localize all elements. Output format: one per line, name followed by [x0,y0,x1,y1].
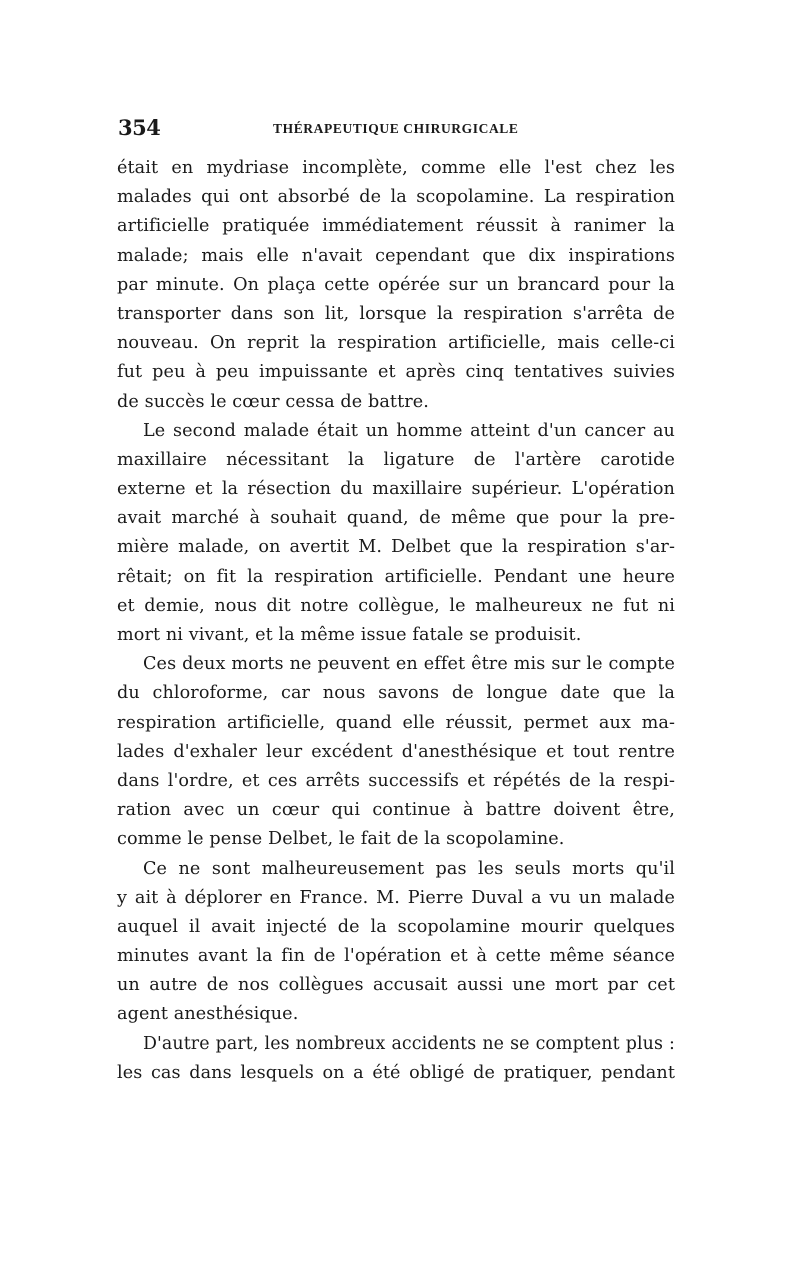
text-line: fut peu à peu impuissante et après cinq tentatives suivies [117,362,675,383]
page-header [118,116,673,140]
text-line: Ces deux morts ne peuvent en effet être mis sur le compte [143,654,675,675]
text-line: malade; mais elle n'avait cependant que dix inspirations [117,245,675,266]
text-line: et demie, nous dit notre collègue, le malheureux ne fut ni [117,595,675,616]
text-line: transporter dans son lit, lorsque la respiration s'arrêta de [117,303,675,324]
text-line: de succès le cœur cessa de battre. [117,391,429,412]
text-line: était en mydriase incomplète, comme elle l'est chez les [117,158,675,178]
text-line: les cas dans lesquels on a été obligé de pratiquer, pendant [117,1062,675,1083]
text-line: mière malade, on avertit M. Delbet que la respiration s'ar- [117,537,675,558]
text-line: maxillaire nécessitant la ligature de l'artère carotide [117,449,675,470]
text-line: Le second malade était un homme atteint d'un cancer au [143,420,675,441]
text-line: comme le pense Delbet, le fait de la scopolamine. [117,829,565,850]
body-text [117,154,675,1088]
text-line: lades d'exhaler leur excédent d'anesthésique et tout rentre [117,741,675,762]
running-title: THÉRAPEUTIQUE CHIRURGICALE [273,121,519,136]
text-line: y ait à déplorer en France. M. Pierre Duval a vu un malade [117,887,675,908]
text-line: malades qui ont absorbé de la scopolamine. La respiration [117,187,675,208]
text-line: externe et la résection du maxillaire supérieur. L'opération [117,479,675,500]
text-line: auquel il avait injecté de la scopolamine mourir quelques [117,916,675,937]
text-line: du chloroforme, car nous savons de longue date que la [117,683,675,704]
text-line: D'autre part, les nombreux accidents ne se comptent plus : [143,1033,675,1054]
text-line: rêtait; on fit la respiration artificielle. Pendant une heure [117,566,675,587]
text-line: respiration artificielle, quand elle réussit, permet aux ma- [117,712,675,733]
text-line: avait marché à souhait quand, de même que pour la pre- [117,508,675,529]
text-line: ration avec un cœur qui continue à battre doivent être, [117,800,675,821]
text-line: Ce ne sont malheureusement pas les seuls morts qu'il [143,858,675,879]
text-line: nouveau. On reprit la respiration artificielle, mais celle-ci [117,333,675,354]
text-line: un autre de nos collègues accusait aussi une mort par cet [117,975,675,996]
page-number: 354 [118,115,161,140]
text-line: agent anesthésique. [117,1004,299,1025]
text-line: minutes avant la fin de l'opération et à cette même séance [117,946,675,967]
text-line: artificielle pratiquée immédiatement réussit à ranimer la [117,216,675,237]
text-line: par minute. On plaça cette opérée sur un brancard pour la [117,274,675,295]
text-line: mort ni vivant, et la même issue fatale se produisit. [117,625,582,645]
text-line: dans l'ordre, et ces arrêts successifs et répétés de la respi- [117,770,675,791]
